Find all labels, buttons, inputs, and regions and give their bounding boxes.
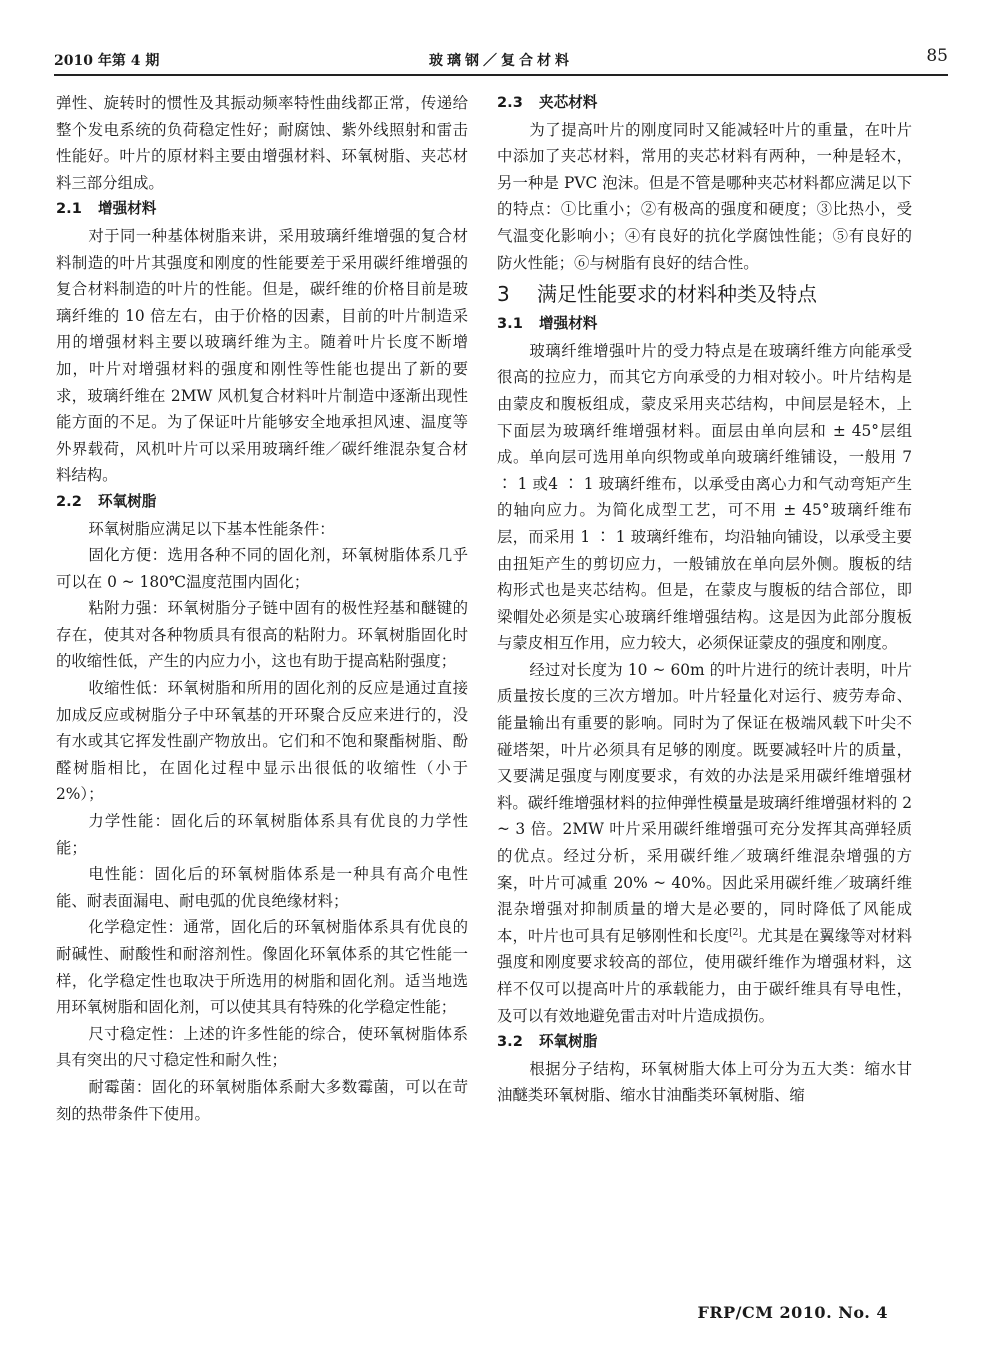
paragraph: 为了提高叶片的刚度同时又能减轻叶片的重量，在叶片中添加了夹芯材料，常用的夹芯材料有两种，一种是轻木，另一种是 PVC 泡沫。但是不管是哪种夹芯材料都应满足以下的特点：①比重小；②有极高的强度和硬度；③比热小，受气温变化影响小；④有良好的抗化学腐蚀性能；⑤有良好的防火性能；⑥与树脂有良好的结合性。 xyxy=(497,120,912,272)
paragraph: 根据分子结构，环氧树脂大体上可分为五大类：缩水甘油醚类环氧树脂、缩水甘油酯类环氧树脂、缩 xyxy=(497,1059,912,1105)
journal-footer: FRP/CM 2010. No. 4 xyxy=(697,1303,888,1322)
section-number: 2.2 xyxy=(56,492,82,510)
section-heading-2-2 xyxy=(56,489,468,516)
section-number: 2.1 xyxy=(56,200,82,218)
section-number: 3 xyxy=(497,282,510,307)
section-number: 3.2 xyxy=(497,1033,523,1051)
section-heading-2-1 xyxy=(56,196,468,223)
left-column xyxy=(56,90,468,1127)
paragraph: 固化方便：选用各种不同的固化剂，环氧树脂体系几乎可以在 0 ~ 180℃温度范围内固化； xyxy=(56,546,468,591)
citation-ref: [2] xyxy=(729,927,742,938)
paragraph xyxy=(497,657,912,1029)
section-title: 增强材料 xyxy=(98,200,157,218)
header-rule xyxy=(54,74,948,76)
paragraph: 化学稳定性：通常，固化后的环氧树脂体系具有优良的耐碱性、耐酸性和耐溶剂性。像固化环氧体系的其它性能一样，化学稳定性也取决于所选用的树脂和固化剂。适当地选用环氧树脂和固化剂，可以使其具有特殊的化学稳定性能； xyxy=(56,918,468,1017)
paragraph: 收缩性低：环氧树脂和所用的固化剂的反应是通过直接加成反应或树脂分子中环氧基的开环聚合反应来进行的，没有水或其它挥发性副产物放出。它们和不饱和聚酯树脂、酚醛树脂相比，在固化过程中显示出很低的收缩性（小于 2%）； xyxy=(56,679,468,804)
paragraph: 对于同一种基体树脂来讲，采用玻璃纤维增强的复合材料制造的叶片其强度和刚度的性能要差于采用碳纤维增强的复合材料制造的叶片的性能。但是，碳纤维的价格目前是玻璃纤维的 10 倍左右，由于价格的因素，目前的叶片制造采用的增强材料主要以玻璃纤维为主。随着叶片长度不断增加，叶片对增强材料的强度和刚性等性能也提出了新的要求，玻璃纤维在 2MW 风机复合材料叶片制造中逐渐出现性能方面的不足。为了保证叶片能够安全地承担风速、温度等外界载荷，风机叶片可以采用玻璃纤维／碳纤维混杂复合材料结构。 xyxy=(56,226,468,485)
issue-label: 2010 年第 4 期 xyxy=(54,53,160,69)
section-title: 满足性能要求的材料种类及特点 xyxy=(537,282,817,307)
section-title: 环氧树脂 xyxy=(539,1033,598,1051)
section-title: 增强材料 xyxy=(539,315,598,333)
journal-title: 玻璃钢／复合材料 xyxy=(429,53,573,69)
section-title: 夹芯材料 xyxy=(539,94,598,111)
paragraph: 耐霉菌：固化的环氧树脂体系耐大多数霉菌，可以在苛刻的热带条件下使用。 xyxy=(56,1077,468,1123)
right-column xyxy=(497,90,912,1109)
page-number: 85 xyxy=(926,46,948,66)
paragraph-text: 。尤其是在翼缘等对材料强度和刚度要求较高的部位，使用碳纤维作为增强材料，这样不仅可以提高叶片的承载能力，由于碳纤维具有导电性，及可以有效地避免雷击对叶片造成损伤。 xyxy=(497,926,912,1025)
paragraph: 环氧树脂应满足以下基本性能条件： xyxy=(88,519,335,538)
section-title: 环氧树脂 xyxy=(98,492,157,510)
section-heading-3 xyxy=(497,278,912,310)
paragraph: 电性能：固化后的环氧树脂体系是一种具有高介电性能、耐表面漏电、耐电弧的优良绝缘材料； xyxy=(56,865,468,910)
section-heading-3-2 xyxy=(497,1029,912,1056)
paragraph-text: 经过对长度为 10 ~ 60m 的叶片进行的统计表明，叶片质量按长度的三次方增加。叶片轻量化对运行、疲劳寿命、能量输出有重要的影响。同时为了保证在极端风载下叶尖不碰塔架，叶片必须具有足够的刚度。既要减轻叶片的质量，又要满足强度与刚度要求，有效的办法是采用碳纤维增强材料。碳纤维增强材料的拉伸弹性模量是玻璃纤维增强材料的 2 ~ 3 倍。2MW 叶片采用碳纤维增强可充分发挥其高弹轻质的优点。经过分析，采用碳纤维／玻璃纤维混杂增强的方案，叶片可减重 20% ~ 40%。因此采用碳纤维／玻璃纤维混杂增强对抑制质量的增大是必要的，同时降低了风能成本，叶片也可具有足够刚性和长度 xyxy=(497,660,912,945)
paragraph: 弹性、旋转时的惯性及其振动频率特性曲线都正常，传递给整个发电系统的负荷稳定性好；耐腐蚀、紫外线照射和雷击性能好。叶片的原材料主要由增强材料、环氧树脂、夹芯材料三部分组成。 xyxy=(56,94,468,192)
section-number: 3.1 xyxy=(497,315,523,333)
section-heading-3-1 xyxy=(497,311,912,338)
paragraph: 尺寸稳定性：上述的许多性能的综合，使环氧树脂体系具有突出的尺寸稳定性和耐久性； xyxy=(56,1024,468,1070)
section-number: 2.3 xyxy=(497,94,523,111)
paragraph: 玻璃纤维增强叶片的受力特点是在玻璃纤维方向能承受很高的拉应力，而其它方向承受的力相对较小。叶片结构是由蒙皮和腹板组成，蒙皮采用夹芯结构，中间层是轻木，上下面层为玻璃纤维增强材料。面层由单向层和 ± 45°层组成。单向层可选用单向织物或单向玻璃纤维铺设，一般用 7 ∶ 1 或4 ∶ 1 玻璃纤维布，以承受由离心力和气动弯矩产生的轴向应力。为简化成型工艺，可不用 ± 45°玻璃纤维布层，而采用 1 ∶ 1 玻璃纤维布，均沿轴向铺设，以承受主要由扭矩产生的剪切应力，一般铺放在单向层外侧。腹板的结构形式也是夹芯结构。但是，在蒙皮与腹板的结合部位，即梁帽处必须是实心玻璃纤维增强结构。这是因为此部分腹板与蒙皮相互作用，应力较大，必须保证蒙皮的强度和刚度。 xyxy=(497,341,912,653)
paragraph: 力学性能：固化后的环氧树脂体系具有优良的力学性能； xyxy=(56,812,468,857)
running-header xyxy=(54,46,948,72)
section-heading-2-3 xyxy=(497,90,912,117)
paragraph: 粘附力强：环氧树脂分子链中固有的极性羟基和醚键的存在，使其对各种物质具有很高的粘附力。环氧树脂固化时的收缩性低，产生的内应力小，这也有助于提高粘附强度； xyxy=(56,599,468,671)
